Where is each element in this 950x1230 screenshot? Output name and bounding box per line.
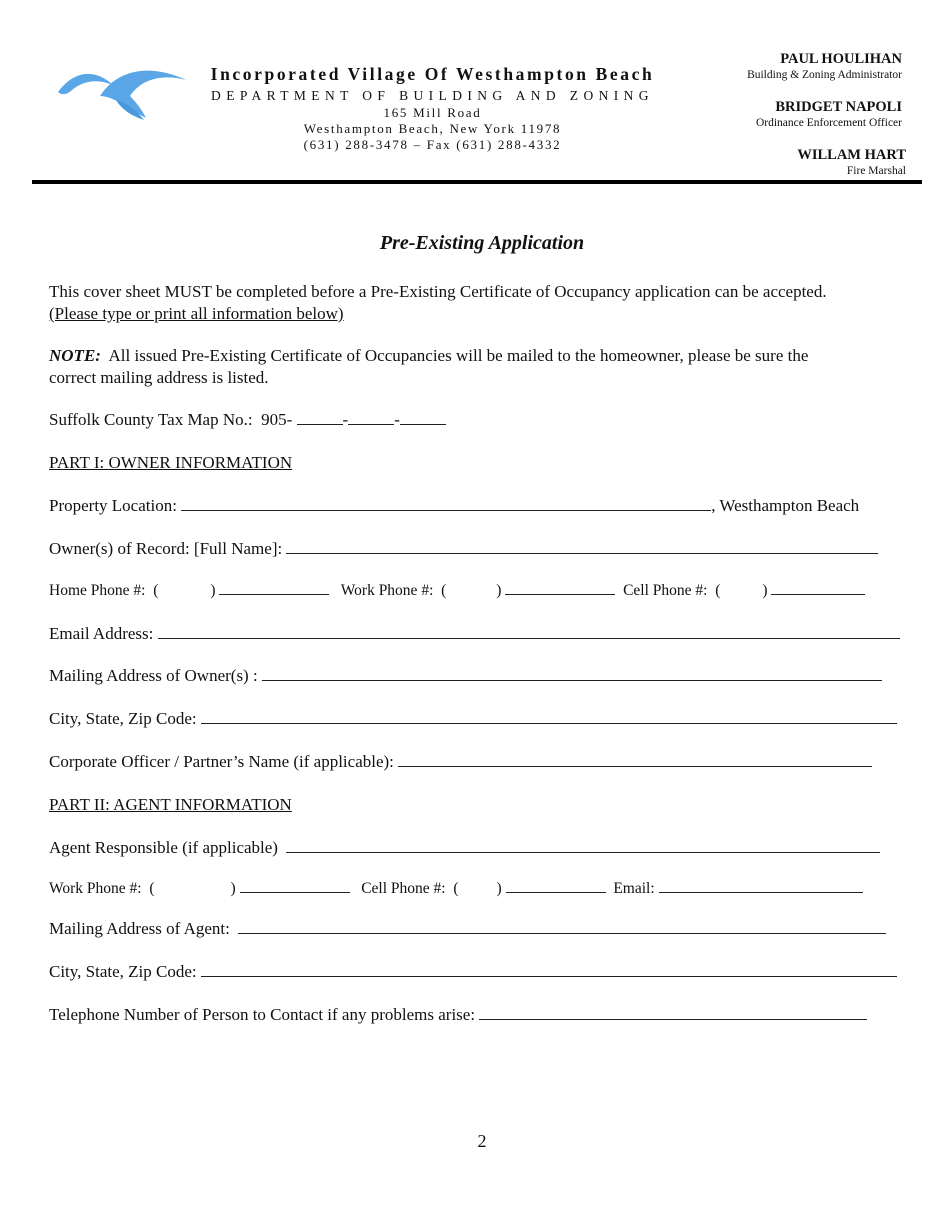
official-building-administrator [747, 52, 902, 81]
official-name: BRIDGET NAPOLI [775, 99, 902, 115]
village-logo [56, 66, 188, 122]
owner-city-row [49, 709, 897, 729]
part1-heading: PART I: OWNER INFORMATION [49, 453, 293, 472]
home-phone-label: Home Phone #: [49, 582, 146, 599]
city-state-zip-label: City, State, Zip Code: [49, 709, 197, 728]
open-paren: ( [149, 880, 155, 897]
close-paren: ) [762, 582, 768, 599]
close-paren: ) [496, 582, 502, 599]
property-location-label: Property Location: [49, 496, 177, 515]
agent-mailing-field[interactable] [238, 932, 886, 934]
city-address: Westhampton Beach, New York 11978 [303, 121, 562, 136]
cell-phone-label: Cell Phone #: [623, 582, 708, 599]
close-paren: ) [210, 582, 216, 599]
note-text-line1: All issued Pre-Existing Certificate of Occupancies will be mailed to the homeowner, please be sure the [108, 346, 809, 365]
open-paren: ( [715, 582, 721, 599]
agent-row [49, 838, 880, 858]
official-title: Ordinance Enforcement Officer [755, 116, 902, 129]
intro-instruction: (Please type or print all information below) [49, 304, 344, 323]
official-title: Fire Marshal [846, 164, 906, 177]
corporate-officer-field[interactable] [398, 765, 872, 767]
contact-phone-row [49, 1005, 867, 1025]
owner-mailing-row [49, 666, 882, 686]
tax-map-lot-field[interactable] [400, 423, 446, 425]
work-phone-label: Work Phone #: [340, 582, 434, 599]
corporate-officer-row [49, 752, 872, 772]
agent-cell-phone-label: Cell Phone #: [361, 880, 446, 897]
phone-fax: (631) 288-3478 – Fax (631) 288-4332 [303, 137, 562, 152]
intro-text: This cover sheet MUST be completed before a Pre-Existing Certificate of Occupancy application can be accepted. [49, 282, 827, 301]
header-divider [32, 180, 922, 184]
official-name: WILLAM HART [797, 147, 906, 163]
corporate-officer-label: Corporate Officer / Partner’s Name (if applicable): [49, 752, 394, 771]
note-paragraph [49, 346, 808, 366]
agent-cell-phone-field[interactable] [506, 891, 606, 893]
agent-work-area-code-field[interactable] [155, 891, 231, 893]
note-text-line2: correct mailing address is listed. [49, 368, 269, 387]
cell-phone-field[interactable] [771, 593, 865, 595]
street-address: 165 Mill Road [383, 105, 482, 120]
owner-mailing-label: Mailing Address of Owner(s) : [49, 666, 258, 685]
agent-cell-area-code-field[interactable] [459, 891, 497, 893]
tax-map-label: Suffolk County Tax Map No.: [49, 410, 253, 429]
cell-phone-area-code-field[interactable] [720, 593, 762, 595]
agent-mailing-row [49, 919, 886, 939]
email-field[interactable] [158, 637, 900, 639]
open-paren: ( [441, 582, 447, 599]
tax-map-block-field[interactable] [348, 423, 394, 425]
tax-map-dash: - [342, 410, 349, 429]
village-name: Incorporated Village Of Westhampton Beach [210, 64, 655, 84]
owner-row [49, 539, 878, 559]
official-name: PAUL HOULIHAN [780, 51, 902, 67]
close-paren: ) [496, 880, 502, 897]
home-phone-area-code-field[interactable] [158, 593, 210, 595]
work-phone-field[interactable] [505, 593, 615, 595]
owner-city-state-zip-field[interactable] [201, 722, 897, 724]
contact-phone-field[interactable] [479, 1018, 867, 1020]
agent-label: Agent Responsible (if applicable) [49, 838, 278, 857]
open-paren: ( [453, 880, 459, 897]
department-name: DEPARTMENT OF BUILDING AND ZONING [211, 88, 654, 103]
official-fire-marshal [797, 148, 906, 177]
tax-map-row [49, 410, 446, 430]
work-phone-area-code-field[interactable] [446, 593, 496, 595]
agent-name-field[interactable] [286, 851, 880, 853]
email-row [49, 624, 900, 644]
agent-email-field[interactable] [659, 891, 863, 893]
part2-heading: PART II: AGENT INFORMATION [49, 795, 292, 814]
property-location-field[interactable] [181, 509, 711, 511]
tax-map-dash: - [394, 410, 400, 429]
page-number: 2 [477, 1131, 487, 1151]
note-label: NOTE: [49, 346, 101, 365]
email-label: Email Address: [49, 624, 154, 643]
owner-phone-row [49, 582, 865, 600]
city-state-zip-label: City, State, Zip Code: [49, 962, 197, 981]
official-title: Building & Zoning Administrator [747, 68, 902, 81]
department-header [190, 66, 675, 154]
agent-city-row [49, 962, 897, 982]
agent-mailing-label: Mailing Address of Agent: [49, 919, 230, 938]
owner-label: Owner(s) of Record: [Full Name]: [49, 539, 283, 558]
form-title: Pre-Existing Application [379, 232, 585, 254]
open-paren: ( [153, 582, 159, 599]
property-location-row [49, 496, 859, 516]
agent-work-phone-label: Work Phone #: [49, 880, 142, 897]
home-phone-field[interactable] [219, 593, 329, 595]
official-enforcement-officer [756, 100, 902, 129]
agent-work-phone-field[interactable] [240, 891, 350, 893]
tax-map-section-field[interactable] [297, 423, 343, 425]
property-location-suffix: , Westhampton Beach [711, 496, 860, 515]
contact-phone-label: Telephone Number of Person to Contact if any problems arise: [49, 1005, 476, 1024]
owner-name-field[interactable] [286, 552, 878, 554]
wave-logo-mark-2 [100, 71, 186, 118]
close-paren: ) [230, 880, 236, 897]
tax-map-prefix: 905- [261, 410, 293, 429]
agent-city-state-zip-field[interactable] [201, 975, 897, 977]
agent-email-label: Email: [613, 880, 655, 897]
agent-phone-row [49, 880, 863, 898]
owner-mailing-field[interactable] [262, 679, 882, 681]
